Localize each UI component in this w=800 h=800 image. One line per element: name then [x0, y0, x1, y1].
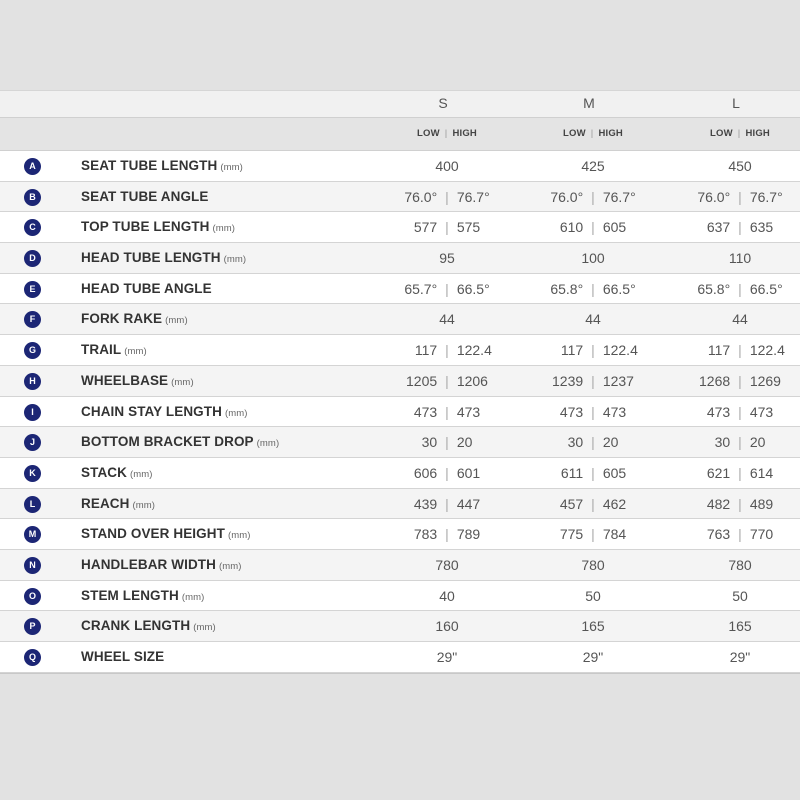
value-cell-s: [406, 372, 488, 389]
value-cell-l: 780: [728, 556, 752, 573]
low-high-label-m: LOW | HIGH: [563, 128, 623, 139]
high-value: 20: [456, 434, 473, 451]
value-separator: |: [591, 495, 595, 512]
value-cell-l: 110: [728, 250, 752, 267]
value-cell-m: [567, 434, 619, 451]
high-value: 473: [456, 403, 481, 420]
measurement-unit: (mm): [218, 560, 242, 572]
low-value: 621: [706, 464, 731, 481]
value-cell-m: 44: [585, 311, 601, 328]
value-separator: |: [445, 464, 449, 481]
table-row: [0, 550, 800, 581]
low-value: 783: [413, 526, 438, 543]
measurement-name: WHEELBASE: [81, 372, 169, 388]
value-separator: |: [445, 403, 449, 420]
value-cell-m: 780: [581, 556, 605, 573]
low-value: 482: [706, 495, 731, 512]
value-separator: |: [445, 188, 449, 205]
low-value: 473: [706, 403, 731, 420]
value-separator: |: [591, 526, 595, 543]
high-value: 605: [602, 464, 627, 481]
low-value: 577: [413, 219, 438, 236]
table-row: [0, 243, 800, 274]
low-value: 473: [413, 403, 438, 420]
low-value: 1268: [699, 372, 731, 389]
value-separator: |: [591, 403, 595, 420]
value-cell-l: [699, 372, 781, 389]
table-row: [0, 427, 800, 458]
value-cell-l: [706, 464, 774, 481]
value-cell-m: 50: [585, 587, 601, 604]
high-value: 76.7°: [456, 188, 490, 205]
measurement-label: [81, 404, 248, 419]
low-value: 610: [559, 219, 584, 236]
size-s-header: S: [438, 95, 448, 111]
table-row: [0, 581, 800, 612]
measurement-name: HEAD TUBE ANGLE: [81, 280, 212, 296]
high-value: 447: [456, 495, 481, 512]
value-cell-l: 450: [728, 158, 752, 174]
high-value: 76.7°: [602, 188, 636, 205]
low-value: 76.0°: [550, 188, 584, 205]
value-separator: |: [738, 188, 742, 205]
value-cell-m: [550, 280, 636, 297]
measurement-name: REACH: [81, 495, 130, 511]
value-cell-s: 160: [435, 618, 459, 635]
value-cell-m: 165: [581, 618, 605, 635]
value-separator: |: [738, 403, 742, 420]
value-separator: |: [445, 219, 449, 236]
value-cell-l: [706, 526, 774, 543]
measurement-name: STAND OVER HEIGHT: [81, 526, 225, 542]
low-value: 30: [714, 434, 731, 451]
value-cell-s: [421, 434, 473, 451]
high-value: 1269: [749, 372, 781, 389]
value-cell-l: 165: [728, 618, 752, 635]
high-value: 575: [456, 219, 481, 236]
high-value: 601: [456, 464, 481, 481]
row-letter-badge: P: [24, 618, 41, 635]
row-letter-badge: C: [24, 219, 41, 236]
value-cell-s: 95: [439, 250, 455, 267]
measurement-label: [81, 649, 164, 664]
low-value: 30: [421, 434, 438, 451]
measurement-unit: (mm): [165, 315, 188, 327]
measurement-label: [81, 373, 194, 388]
row-letter-badge: Q: [24, 649, 41, 666]
low-value: 457: [559, 495, 584, 512]
high-value: 635: [749, 219, 774, 236]
low-high-header-row: [0, 117, 800, 151]
low-value: 439: [413, 495, 438, 512]
value-cell-l: [697, 280, 783, 297]
low-value: 117: [707, 342, 731, 359]
low-value: 637: [706, 219, 731, 236]
measurement-name: TRAIL: [81, 342, 122, 358]
table-row: [0, 304, 800, 335]
low-value: 65.8°: [550, 280, 584, 297]
measurement-name: STEM LENGTH: [81, 587, 179, 603]
value-cell-l: 44: [732, 311, 748, 328]
table-row: [0, 212, 800, 243]
row-letter-badge: I: [24, 404, 41, 421]
value-cell-m: [559, 219, 627, 236]
value-cell-m: [559, 495, 627, 512]
measurement-unit: (mm): [181, 591, 205, 603]
value-separator: |: [445, 342, 449, 359]
low-value: 65.8°: [697, 280, 731, 297]
measurement-name: CRANK LENGTH: [81, 618, 191, 634]
row-letter-badge: M: [24, 526, 41, 543]
value-separator: |: [591, 434, 595, 451]
measurement-unit: (mm): [212, 223, 236, 235]
measurement-name: BOTTOM BRACKET DROP: [81, 434, 254, 450]
row-letter-badge: N: [24, 557, 41, 574]
measurement-label: [81, 281, 212, 296]
low-value: 117: [414, 342, 438, 359]
value-cell-m: [560, 464, 627, 481]
value-cell-m: 425: [581, 158, 605, 174]
low-value: 117: [560, 342, 584, 359]
row-letter-badge: J: [24, 434, 41, 451]
value-separator: |: [445, 526, 449, 543]
table-row: [0, 611, 800, 642]
high-value: 66.5°: [456, 280, 490, 297]
low-high-label-s: LOW | HIGH: [417, 128, 477, 139]
value-separator: |: [591, 188, 595, 205]
low-value: 1205: [406, 372, 438, 389]
measurement-unit: (mm): [130, 468, 153, 480]
value-cell-m: [550, 188, 636, 205]
geometry-table: [0, 90, 800, 674]
measurement-label: [81, 250, 246, 265]
value-cell-s: [413, 219, 481, 236]
size-l-header: L: [732, 95, 740, 111]
value-cell-l: [707, 342, 785, 359]
measurement-unit: (mm): [193, 622, 216, 634]
measurement-label: [81, 618, 216, 633]
measurement-unit: (mm): [171, 376, 194, 388]
table-row: [0, 519, 800, 550]
value-cell-s: 780: [435, 556, 459, 573]
measurement-unit: (mm): [224, 407, 248, 419]
measurement-label: [81, 588, 204, 603]
table-row: [0, 489, 800, 520]
value-cell-m: [560, 342, 638, 359]
value-cell-s: [413, 403, 481, 420]
table-row: [0, 642, 800, 673]
low-value: 775: [559, 526, 584, 543]
low-value: 763: [706, 526, 731, 543]
geometry-rows: [0, 151, 800, 674]
table-row: [0, 366, 800, 397]
size-header-row: [0, 90, 800, 117]
value-separator: |: [738, 464, 742, 481]
measurement-label: [81, 342, 147, 357]
value-cell-l: [697, 188, 783, 205]
measurement-name: WHEEL SIZE: [81, 649, 165, 664]
value-cell-s: 40: [439, 587, 455, 604]
high-value: 605: [602, 219, 627, 236]
value-cell-s: 400: [435, 158, 459, 174]
value-cell-m: 29": [582, 649, 604, 665]
value-separator: |: [738, 434, 742, 451]
low-value: 611: [560, 464, 584, 481]
low-value: 76.0°: [697, 188, 731, 205]
value-cell-s: [413, 464, 481, 481]
high-value: 473: [749, 403, 774, 420]
value-cell-s: 29": [436, 649, 458, 665]
high-value: 473: [602, 403, 627, 420]
high-value: 20: [602, 434, 619, 451]
high-value: 462: [602, 495, 627, 512]
table-row: [0, 151, 800, 182]
value-separator: |: [738, 526, 742, 543]
value-cell-l: 29": [729, 649, 751, 665]
value-separator: |: [738, 280, 742, 297]
high-value: 1237: [602, 372, 634, 389]
measurement-label: [81, 189, 209, 204]
high-value: 20: [749, 434, 766, 451]
value-cell-l: [714, 434, 766, 451]
value-separator: |: [445, 280, 449, 297]
low-value: 473: [559, 403, 584, 420]
row-letter-badge: E: [24, 281, 41, 298]
measurement-name: HEAD TUBE LENGTH: [81, 250, 221, 266]
row-letter-badge: F: [24, 311, 41, 328]
table-row: [0, 458, 800, 489]
size-m-header: M: [583, 95, 595, 111]
low-high-label-l: LOW | HIGH: [710, 128, 770, 139]
value-cell-s: [413, 526, 481, 543]
measurement-label: [81, 311, 188, 326]
value-cell-s: [404, 188, 490, 205]
measurement-unit: (mm): [124, 346, 147, 358]
row-letter-badge: O: [24, 588, 41, 605]
high-value: 66.5°: [602, 280, 636, 297]
measurement-unit: (mm): [132, 499, 156, 511]
measurement-label: [81, 557, 242, 572]
measurement-name: SEAT TUBE LENGTH: [81, 158, 218, 173]
value-cell-m: [552, 372, 634, 389]
value-separator: |: [738, 219, 742, 236]
high-value: 784: [602, 526, 627, 543]
value-separator: |: [738, 372, 742, 389]
value-separator: |: [738, 495, 742, 512]
low-value: 606: [413, 464, 438, 481]
high-value: 122.4: [602, 342, 638, 359]
value-cell-s: [404, 280, 490, 297]
row-letter-badge: L: [24, 496, 41, 513]
table-row: [0, 335, 800, 366]
measurement-label: [81, 434, 279, 449]
measurement-name: TOP TUBE LENGTH: [81, 219, 210, 235]
measurement-label: [81, 496, 155, 511]
value-separator: |: [591, 342, 595, 359]
measurement-unit: (mm): [220, 162, 243, 173]
high-value: 789: [456, 526, 481, 543]
value-separator: |: [591, 280, 595, 297]
measurement-unit: (mm): [227, 530, 251, 542]
measurement-label: [81, 526, 251, 541]
measurement-name: STACK: [81, 464, 127, 480]
measurement-label: [81, 465, 153, 480]
value-cell-s: 44: [439, 311, 455, 328]
value-separator: |: [445, 372, 449, 389]
row-letter-badge: G: [24, 342, 41, 359]
high-value: 1206: [456, 372, 488, 389]
value-cell-l: [706, 219, 774, 236]
high-value: 66.5°: [749, 280, 783, 297]
row-letter-badge: B: [24, 189, 41, 206]
measurement-unit: (mm): [223, 254, 247, 266]
table-row: [0, 274, 800, 305]
table-row: [0, 397, 800, 428]
table-row: [0, 182, 800, 213]
measurement-name: FORK RAKE: [81, 311, 163, 327]
value-cell-s: [414, 342, 492, 359]
value-separator: |: [591, 464, 595, 481]
value-cell-l: 50: [732, 587, 748, 604]
row-letter-badge: D: [24, 250, 41, 267]
measurement-label: [81, 219, 235, 234]
value-cell-l: [706, 495, 774, 512]
value-cell-m: [559, 403, 627, 420]
value-separator: |: [445, 434, 449, 451]
measurement-name: CHAIN STAY LENGTH: [81, 403, 222, 419]
low-value: 1239: [552, 372, 584, 389]
value-separator: |: [591, 372, 595, 389]
value-cell-l: [706, 403, 774, 420]
value-separator: |: [738, 342, 742, 359]
row-letter-badge: K: [24, 465, 41, 482]
row-letter-badge: A: [24, 158, 41, 175]
high-value: 122.4: [749, 342, 785, 359]
value-separator: |: [445, 495, 449, 512]
measurement-unit: (mm): [256, 438, 280, 450]
value-cell-m: [559, 526, 627, 543]
value-separator: |: [591, 219, 595, 236]
high-value: 489: [749, 495, 774, 512]
high-value: 122.4: [456, 342, 492, 359]
low-value: 65.7°: [404, 280, 438, 297]
value-cell-s: [413, 495, 481, 512]
measurement-name: HANDLEBAR WIDTH: [81, 556, 216, 572]
measurement-name: SEAT TUBE ANGLE: [81, 188, 209, 204]
value-cell-m: 100: [581, 250, 605, 267]
low-value: 30: [567, 434, 584, 451]
low-value: 76.0°: [404, 188, 438, 205]
row-letter-badge: H: [24, 373, 41, 390]
measurement-label: [81, 158, 243, 173]
high-value: 76.7°: [749, 188, 783, 205]
high-value: 614: [749, 464, 774, 481]
high-value: 770: [749, 526, 774, 543]
